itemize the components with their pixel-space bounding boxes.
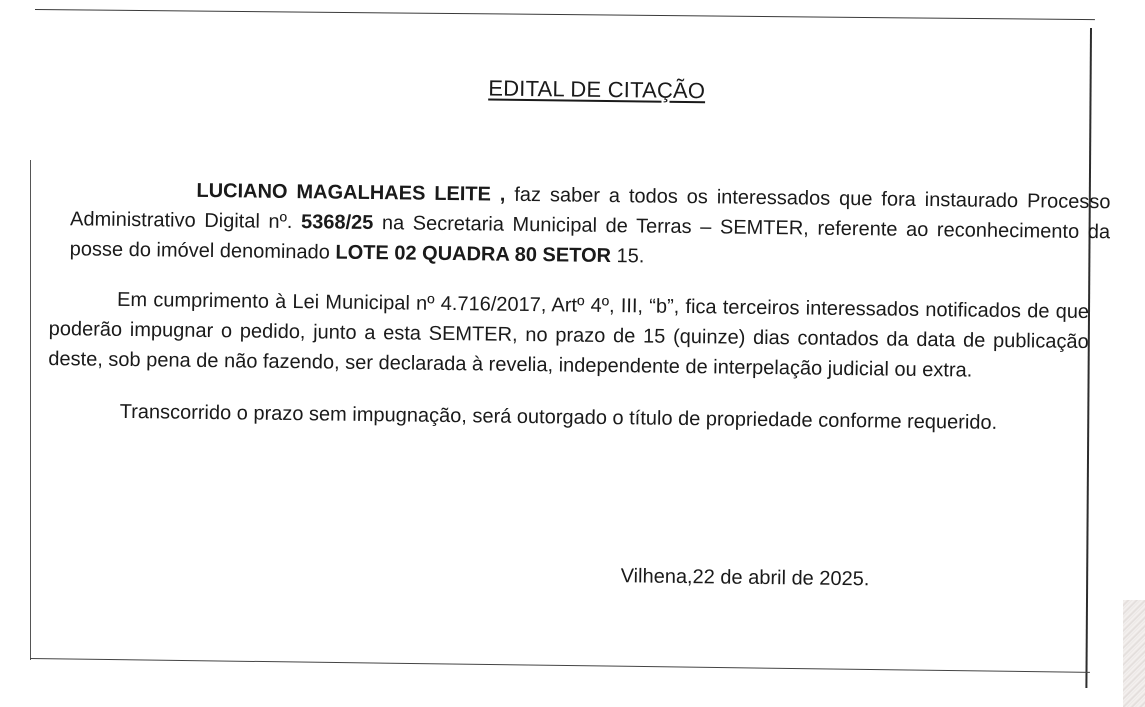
requester-name: LUCIANO MAGALHAES LEITE , — [196, 179, 506, 206]
indent — [49, 305, 117, 306]
document-body — [48, 68, 1111, 591]
indent — [70, 195, 196, 197]
paper-edge-texture — [1123, 600, 1145, 707]
paragraph-outcome-text: Transcorrido o prazo sem impugnação, será outorgado o título de propriedade conforme requerido. — [119, 400, 998, 434]
paragraph-legal-basis-text: Em cumprimento à Lei Municipal nº 4.716/2017, Artº 4º, III, “b”, fica terceiros interessados notificados de que poderão impugnar o pedido, junto a esta SEMTER, no prazo de 15 (quinze) dias contados da data de publicação deste, sob pena de não fazendo, ser declarada à revelia, independente de interpelação judicial ou extra. — [48, 288, 1090, 382]
frame-left-border — [30, 160, 31, 660]
process-number: 5368/25 — [300, 211, 374, 235]
paragraph-notice-text-b: na Secretaria Municipal de Terras – SEMTER, referente ao reconhecimento da posse do imóvel denominado — [69, 212, 1111, 264]
paragraph-notice-text-c: 15. — [610, 245, 645, 268]
indent — [48, 417, 120, 418]
frame-top-border — [35, 9, 1095, 20]
paragraph-legal-basis — [48, 284, 1089, 387]
paragraph-outcome — [48, 396, 1088, 439]
property-identifier: LOTE 02 QUADRA 80 SETOR — [335, 241, 612, 268]
date-line: Vilhena,22 de abril de 2025. — [620, 565, 870, 591]
frame-bottom-border — [30, 658, 1090, 673]
paragraph-notice — [50, 174, 1111, 277]
document-title: EDITAL DE CITAÇÃO — [488, 75, 706, 104]
paragraph-notice-text-a: faz saber a todos os interessados que fora instaurado Processo Administrativo Digital nº. — [69, 183, 1111, 234]
